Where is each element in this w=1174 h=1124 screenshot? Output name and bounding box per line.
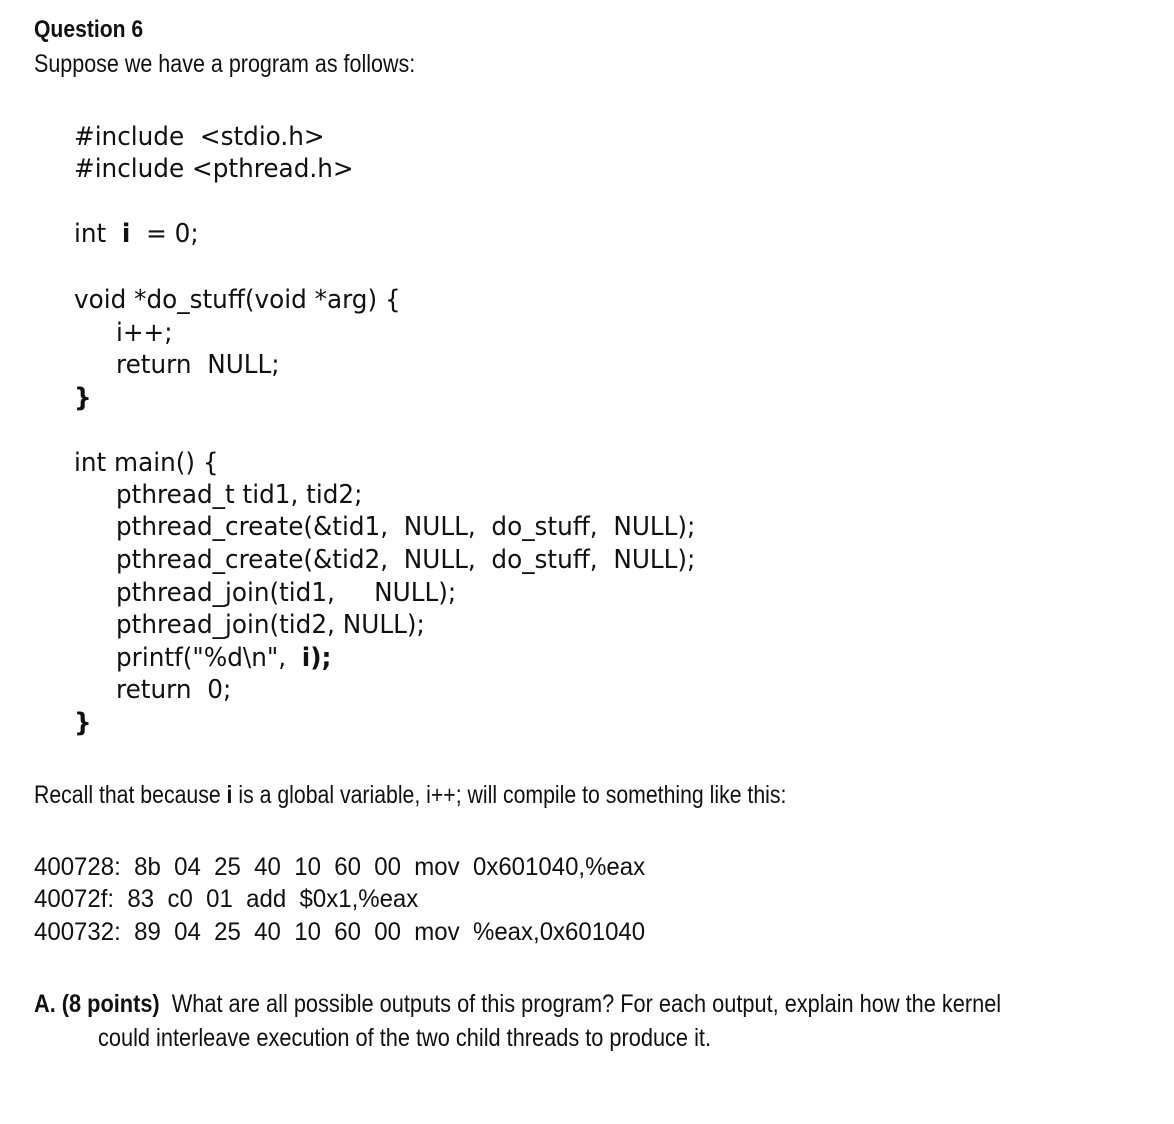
code-join-thread-1: pthread_join(tid1, NULL); — [116, 578, 457, 608]
code-create-thread-2: pthread_create(&tid2, NULL, do_stuff, NULL); — [116, 545, 696, 575]
code-printf-call: printf("%d\n", — [116, 643, 302, 673]
recall-paragraph — [34, 783, 786, 808]
code-printf — [116, 645, 331, 671]
assembly-line: 40072f: 83 c0 01 add $0x1,%eax — [34, 885, 419, 913]
assembly-line: 400728: 8b 04 25 40 10 60 00 mov 0x601040,%eax — [34, 853, 646, 881]
part-a-line-2: could interleave execution of the two child threads to produce it. — [98, 1024, 711, 1052]
assembly-line: 400732: 89 04 25 40 10 60 00 mov %eax,0x601040 — [34, 918, 646, 946]
code-int-assign: = 0; — [146, 219, 199, 249]
recall-text-after: is a global variable, i++; will compile to something like this: — [232, 781, 787, 809]
code-var-i: i — [121, 219, 131, 249]
code-return-zero: return 0; — [116, 675, 232, 705]
question-title: Question 6 — [34, 16, 144, 43]
question-intro: Suppose we have a program as follows: — [34, 50, 416, 78]
recall-var-i: i — [226, 781, 233, 809]
code-do-stuff-signature: void *do_stuff(void *arg) { — [74, 285, 401, 315]
code-global-decl — [74, 221, 199, 247]
code-create-thread-1: pthread_create(&tid1, NULL, do_stuff, NULL); — [116, 512, 696, 542]
code-close-brace: } — [74, 383, 92, 413]
code-increment: i++; — [116, 318, 173, 348]
code-main-signature: int main() { — [74, 448, 219, 478]
code-return-null: return NULL; — [116, 350, 280, 380]
code-printf-arg: i); — [301, 643, 332, 673]
recall-text-before: Recall that because — [34, 781, 227, 809]
part-a-line-1 — [34, 992, 1001, 1017]
code-close-brace: } — [74, 708, 92, 738]
code-join-thread-2: pthread_join(tid2, NULL); — [116, 610, 425, 640]
code-int-keyword: int — [74, 219, 107, 249]
part-a-text-1: What are all possible outputs of this program? For each output, explain how the kernel — [159, 990, 1002, 1018]
code-decl-tids: pthread_t tid1, tid2; — [116, 480, 363, 510]
part-a-label: A. (8 points) — [34, 990, 160, 1018]
code-include-pthread: #include <pthread.h> — [74, 154, 354, 184]
code-include-stdio: #include <stdio.h> — [74, 122, 325, 152]
